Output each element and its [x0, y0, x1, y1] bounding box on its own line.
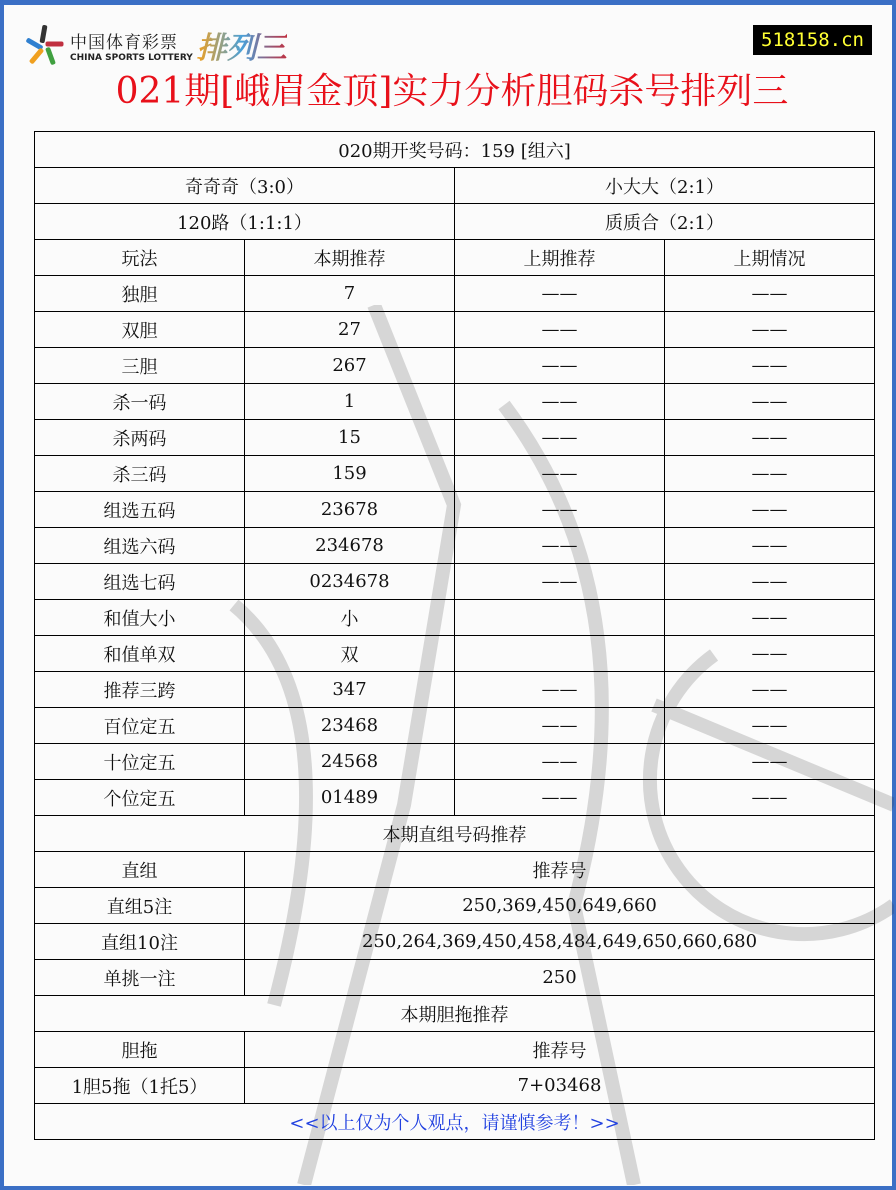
current-recommendation: 234678: [245, 528, 455, 564]
current-recommendation: 01489: [245, 780, 455, 816]
previous-status: ——: [665, 348, 875, 384]
table-row: [35, 816, 875, 852]
current-recommendation: 159: [245, 456, 455, 492]
current-recommendation: 23678: [245, 492, 455, 528]
previous-recommendation: [455, 600, 665, 636]
table-row: [35, 708, 875, 744]
current-recommendation: 双: [245, 636, 455, 672]
play-type: 组选六码: [35, 528, 245, 564]
previous-status: ——: [665, 420, 875, 456]
column-header: 推荐号: [245, 852, 875, 888]
previous-recommendation: ——: [455, 312, 665, 348]
logo-star-icon: [24, 25, 64, 65]
column-header: 胆拖: [35, 1032, 245, 1068]
previous-status: ——: [665, 672, 875, 708]
column-header: 本期推荐: [245, 240, 455, 276]
table-row: [35, 888, 875, 924]
logo-en-text: CHINA SPORTS LOTTERY: [70, 52, 193, 63]
play-type: 和值单双: [35, 636, 245, 672]
prediction-table: [34, 131, 875, 1140]
direct-group-numbers: 250,264,369,450,458,484,649,650,660,680: [245, 924, 875, 960]
previous-recommendation: ——: [455, 528, 665, 564]
table-row: [35, 996, 875, 1032]
play-type: 独胆: [35, 276, 245, 312]
direct-group-label: 直组5注: [35, 888, 245, 924]
table-row: [35, 1032, 875, 1068]
table-row: [35, 744, 875, 780]
road-pattern: 120路（1:1:1）: [35, 204, 455, 240]
lottery-logo: [24, 23, 287, 67]
current-recommendation: 347: [245, 672, 455, 708]
table-row: [35, 1104, 875, 1140]
previous-status: ——: [665, 276, 875, 312]
table-row: [35, 492, 875, 528]
previous-status: ——: [665, 456, 875, 492]
odd-even-pattern: 奇奇奇（3:0）: [35, 168, 455, 204]
table-row: [35, 528, 875, 564]
previous-status: ——: [665, 492, 875, 528]
dantuo-section-title: 本期胆拖推荐: [35, 996, 875, 1032]
previous-status: ——: [665, 744, 875, 780]
direct-group-numbers: 250: [245, 960, 875, 996]
previous-recommendation: ——: [455, 744, 665, 780]
table-row: [35, 312, 875, 348]
play-type: 杀三码: [35, 456, 245, 492]
table-row: [35, 384, 875, 420]
play-type: 三胆: [35, 348, 245, 384]
play-type: 双胆: [35, 312, 245, 348]
direct-group-label: 单挑一注: [35, 960, 245, 996]
disclaimer-footer: <<以上仅为个人观点，请谨慎参考！>>: [35, 1104, 875, 1140]
last-draw-header: 020期开奖号码：159 [组六]: [35, 132, 875, 168]
table-row: [35, 636, 875, 672]
previous-recommendation: ——: [455, 672, 665, 708]
previous-status: ——: [665, 708, 875, 744]
table-row: [35, 960, 875, 996]
direct-group-numbers: 250,369,450,649,660: [245, 888, 875, 924]
previous-recommendation: ——: [455, 708, 665, 744]
current-recommendation: 1: [245, 384, 455, 420]
play-type: 杀两码: [35, 420, 245, 456]
play-type: 和值大小: [35, 600, 245, 636]
column-header: 玩法: [35, 240, 245, 276]
game-logo: 排列三: [197, 23, 287, 67]
previous-status: ——: [665, 312, 875, 348]
current-recommendation: 23468: [245, 708, 455, 744]
table-row: [35, 564, 875, 600]
logo-cn-text: 中国体育彩票: [70, 32, 178, 53]
previous-recommendation: [455, 636, 665, 672]
table-row: [35, 852, 875, 888]
big-small-pattern: 小大大（2:1）: [455, 168, 875, 204]
current-recommendation: 小: [245, 600, 455, 636]
previous-recommendation: ——: [455, 348, 665, 384]
current-recommendation: 0234678: [245, 564, 455, 600]
table-row: [35, 924, 875, 960]
direct-group-label: 直组10注: [35, 924, 245, 960]
current-recommendation: 24568: [245, 744, 455, 780]
play-type: 组选七码: [35, 564, 245, 600]
table-row: [35, 456, 875, 492]
play-type: 百位定五: [35, 708, 245, 744]
page-title: 021期[峨眉金顶]实力分析胆码杀号排列三: [115, 71, 789, 112]
play-type: 十位定五: [35, 744, 245, 780]
column-header: 直组: [35, 852, 245, 888]
table-row: [35, 672, 875, 708]
current-recommendation: 267: [245, 348, 455, 384]
column-header: 推荐号: [245, 1032, 875, 1068]
table-row: [35, 600, 875, 636]
current-recommendation: 15: [245, 420, 455, 456]
previous-status: ——: [665, 780, 875, 816]
prime-pattern: 质质合（2:1）: [455, 204, 875, 240]
previous-status: ——: [665, 528, 875, 564]
previous-status: ——: [665, 636, 875, 672]
table-row: [35, 276, 875, 312]
previous-recommendation: ——: [455, 384, 665, 420]
previous-recommendation: ——: [455, 780, 665, 816]
previous-recommendation: ——: [455, 456, 665, 492]
column-header: 上期推荐: [455, 240, 665, 276]
current-recommendation: 7: [245, 276, 455, 312]
table-row: [35, 348, 875, 384]
previous-status: ——: [665, 600, 875, 636]
table-row: [35, 780, 875, 816]
previous-recommendation: ——: [455, 276, 665, 312]
column-header-row: [35, 240, 875, 276]
previous-recommendation: ——: [455, 564, 665, 600]
play-type: 组选五码: [35, 492, 245, 528]
play-type: 推荐三跨: [35, 672, 245, 708]
previous-recommendation: ——: [455, 420, 665, 456]
dantuo-label: 1胆5拖（1托5）: [35, 1068, 245, 1104]
column-header: 上期情况: [665, 240, 875, 276]
previous-status: ——: [665, 564, 875, 600]
current-recommendation: 27: [245, 312, 455, 348]
previous-status: ——: [665, 384, 875, 420]
play-type: 个位定五: [35, 780, 245, 816]
previous-recommendation: ——: [455, 492, 665, 528]
table-row: [35, 1068, 875, 1104]
table-row: [35, 420, 875, 456]
direct-group-section-title: 本期直组号码推荐: [35, 816, 875, 852]
site-badge: 518158.cn: [753, 25, 872, 55]
dantuo-numbers: 7+03468: [245, 1068, 875, 1104]
play-type: 杀一码: [35, 384, 245, 420]
